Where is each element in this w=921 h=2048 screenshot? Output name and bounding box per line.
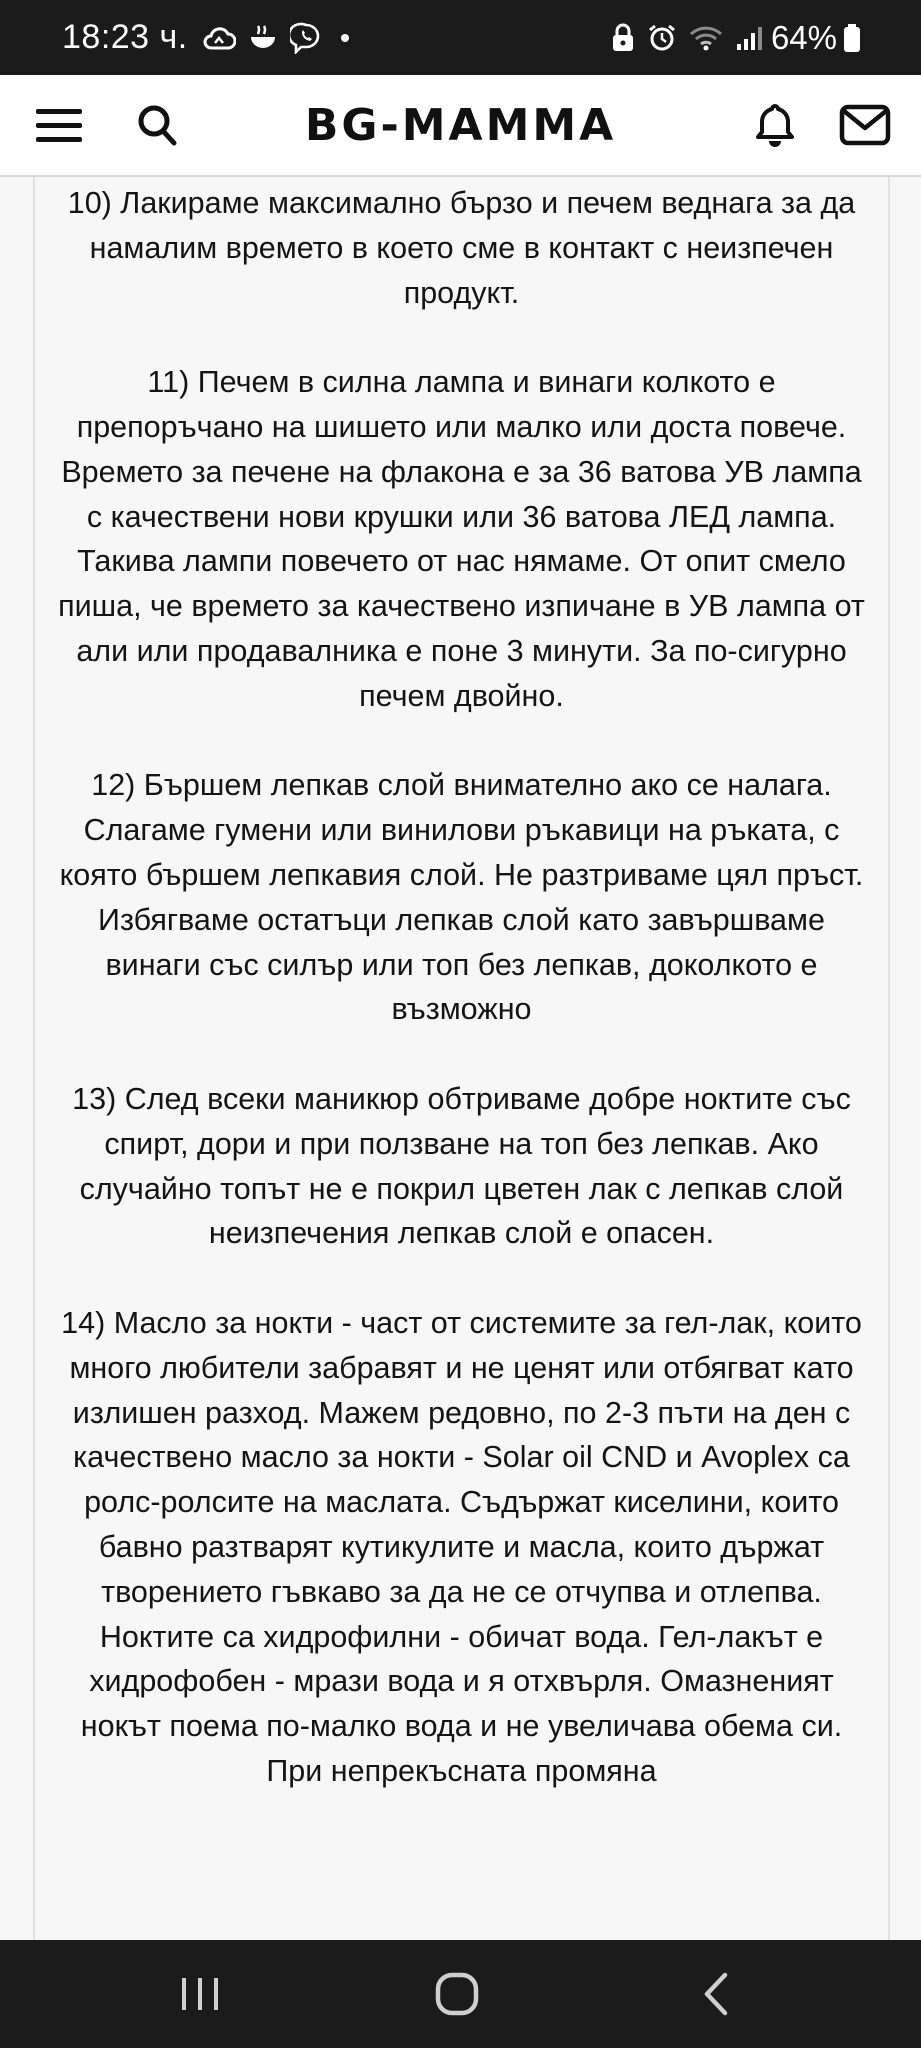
messages-button[interactable] xyxy=(830,75,900,175)
status-bar-left xyxy=(62,0,350,75)
system-nav-bar xyxy=(0,1940,921,2048)
dot-icon xyxy=(340,33,350,43)
viber-icon xyxy=(290,22,322,54)
notifications-button[interactable] xyxy=(740,75,810,175)
paragraph-spacer xyxy=(35,719,888,764)
app-bar xyxy=(0,75,921,177)
post-paragraph-12: 12) Бършем лепкав слой внимателно ако се налага. Слагаме гумени или винилови ръкавици на ръката, с която бършем лепкавия слой. Не разтриваме цял пръст. Избягваме остатъци лепкав слой като завършваме винаги със силър или топ без лепкав, доколкото е възможно xyxy=(59,768,864,1027)
post-paragraph-10: 10) Лакираме максимално бързо и печем веднага за да намалим времето в което сме в контакт с неизпечен продукт. xyxy=(67,186,856,310)
status-bar xyxy=(0,0,921,75)
post-paragraph-11: 11) Печем в силна лампа и винаги колкото е препоръчано на шишето или малко или доста повече. Времето за печене на флакона е за 36 ватова УВ лампа с качествени нови крушки или 36 ватова ЛЕД лампа. Такива лампи повечето от нас нямаме. От опит смело пиша, че времето за качествено изпичане в УВ лампа от али или продавалника е поне 3 минути. За по-сигурно печем двойно. xyxy=(58,365,865,713)
home-button[interactable] xyxy=(387,1940,527,2048)
wifi-icon xyxy=(689,24,723,52)
status-bar-right xyxy=(599,0,861,75)
bell-icon xyxy=(755,102,795,148)
back-icon xyxy=(701,1971,731,2017)
recent-apps-icon xyxy=(178,1974,222,2014)
recent-apps-button[interactable] xyxy=(130,1940,270,2048)
paragraph-spacer xyxy=(35,1256,888,1301)
search-button[interactable] xyxy=(122,75,192,175)
post-paragraph-14: 14) Масло за нокти - част от системите за гел-лак, които много любители забравят и не ценят или отбягват като излишен разход. Мажем редовно, по 2-3 пъти на ден с качествено масло за нокти - Solar oil CND и Avoplex са ролс-ролсите на маслата. Съдържат киселини, които бавно разтварят кутикулите и масла, които държат творението гъвкаво за да не се отчупва и отлепва. Ноктите са хидрофилни - обичат вода. Гел-лакът е хидрофобен - мрази вода и я отхвърля. Омазненият нокът поема по-малко вода и не увеличава обема си. При непрекъсната промяна xyxy=(61,1305,862,1788)
paragraph-spacer xyxy=(35,1032,888,1077)
search-icon xyxy=(137,104,177,146)
site-logo[interactable]: BG-MAMMA xyxy=(304,99,617,151)
post-paragraph-13: 13) След всеки маникюр обтриваме добре ноктите със спирт, дори и при ползване на топ без лепкав. Ако случайно топът не е покрил цветен лак с лепкав слой неизпечения лепкав слой е опасен. xyxy=(72,1081,851,1251)
battery-icon xyxy=(843,23,861,53)
bowl-icon xyxy=(248,24,278,52)
signal-icon xyxy=(735,24,765,52)
mail-icon xyxy=(839,104,891,146)
back-button[interactable] xyxy=(646,1940,786,2048)
cloud-icon xyxy=(202,25,236,51)
status-time: 18:23 ч. xyxy=(62,18,188,56)
alarm-icon xyxy=(647,23,677,53)
menu-icon xyxy=(36,107,82,143)
lock-icon xyxy=(611,23,635,53)
paragraph-spacer xyxy=(35,315,888,360)
battery-percentage: 64% xyxy=(770,18,837,56)
post-content xyxy=(33,177,890,1940)
home-icon xyxy=(434,1971,480,2017)
menu-button[interactable] xyxy=(24,75,94,175)
